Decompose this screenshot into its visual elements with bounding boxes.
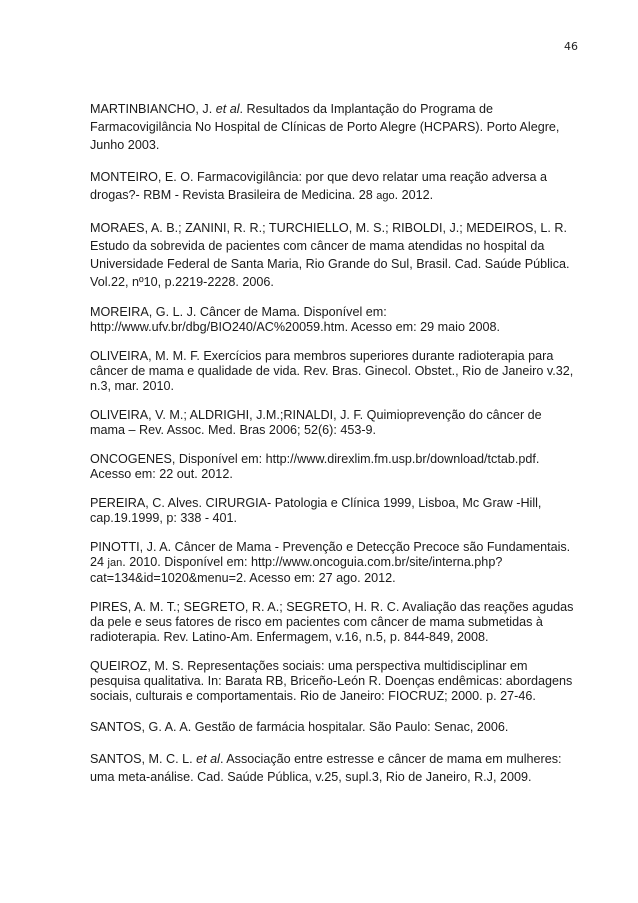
reference-pinotti [90, 540, 580, 586]
reference-santos-ga: SANTOS, G. A. A. Gestão de farmácia hospitalar. São Paulo: Senac, 2006. [90, 720, 509, 734]
reference-moraes: MORAES, A. B.; ZANINI, R. R.; TURCHIELLO, M. S.; RIBOLDI, J.; MEDEIROS, L. R. Estudo da sobrevida de pacientes com câncer de mama atendidas no hospital da Universidade Federal de Santa Maria, Rio Grande do Sul, Brasil. Cad. Saúde Pública. Vol.22, nº10, p.2219-2228. 2006. [90, 221, 570, 289]
reference-oncogenes: ONCOGENES, Disponível em: http://www.direxlim.fm.usp.br/download/tctab.pdf. Acesso em: 22 out. 2012. [90, 452, 540, 481]
reference-text: MONTEIRO, E. O. Farmacovigilância: por que devo relatar uma reação adversa a drogas?- RBM - Revista Brasileira de Medicina. 28 [90, 170, 548, 202]
reference-text: . 2012. [394, 188, 434, 202]
reference-text: PINOTTI, J. A. Câncer de Mama - Prevenção e Detecção Precoce são Fundamentais. 24 [90, 540, 571, 569]
reference-text: . 2010. Disponível em: http://www.oncoguia.com.br/site/interna.php?cat=134&id=1020&menu=2. Acesso em: 27 ago. 2012. [90, 555, 503, 585]
reference-moreira: MOREIRA, G. L. J. Câncer de Mama. Disponível em: http://www.ufv.br/dbg/BIO240/AC%20059.htm. Acesso em: 29 maio 2008. [90, 305, 500, 334]
reference-italic: et al [215, 102, 240, 116]
reference-martinbiancho [90, 100, 580, 154]
reference-pires: PIRES, A. M. T.; SEGRETO, R. A.; SEGRETO, H. R. C. Avaliação das reações agudas da pele e seus fatores de risco em pacientes com câncer de mama submetidas à radioterapia. Rev. Latino-Am. Enfermagem, v.16, n.5, p. 844-849, 2008. [90, 600, 574, 644]
reference-text: . Resultados da Implantação do Programa de Farmacovigilância No Hospital de Clínicas de Porto Alegre (HCPARS). Porto Alegre, Junho 2003. [90, 102, 560, 152]
reference-text: MARTINBIANCHO, J. [90, 102, 216, 116]
reference-monteiro [90, 168, 580, 205]
reference-text: SANTOS, M. C. L. [90, 752, 197, 766]
reference-santos-mcl [90, 750, 580, 786]
reference-oliveira-mm: OLIVEIRA, M. M. F. Exercícios para membros superiores durante radioterapia para câncer de mama e qualidade de vida. Rev. Bras. Ginecol. Obstet., Rio de Janeiro v.32, n.3, mar. 2010. [90, 349, 574, 393]
reference-text: . Associação entre estresse e câncer de mama em mulheres: uma meta-análise. Cad. Saúde Pública, v.25, supl.3, Rio de Janeiro, R.J, 2009. [90, 752, 562, 784]
page-number: 46 [564, 40, 578, 53]
reference-month: ago [376, 190, 395, 202]
reference-oliveira-vm: OLIVEIRA, V. M.; ALDRIGHI, J.M.;RINALDI, J. F. Quimioprevenção do câncer de mama – Rev. Assoc. Med. Bras 2006; 52(6): 453-9. [90, 408, 542, 437]
reference-pereira: PEREIRA, C. Alves. CIRURGIA- Patologia e Clínica 1999, Lisboa, Mc Graw -Hill, cap.19.1999, p: 338 - 401. [90, 496, 542, 525]
reference-queiroz: QUEIROZ, M. S. Representações sociais: uma perspectiva multidisciplinar em pesquisa qualitativa. In: Barata RB, Briceño-León R. Doenças endêmicas: abordagens sociais, culturais e comportamentais. Rio de Janeiro: FIOCRUZ; 2000. p. 27-46. [90, 659, 573, 703]
reference-list [90, 100, 580, 800]
reference-italic: et al [196, 752, 220, 766]
reference-month: jan [107, 557, 123, 569]
